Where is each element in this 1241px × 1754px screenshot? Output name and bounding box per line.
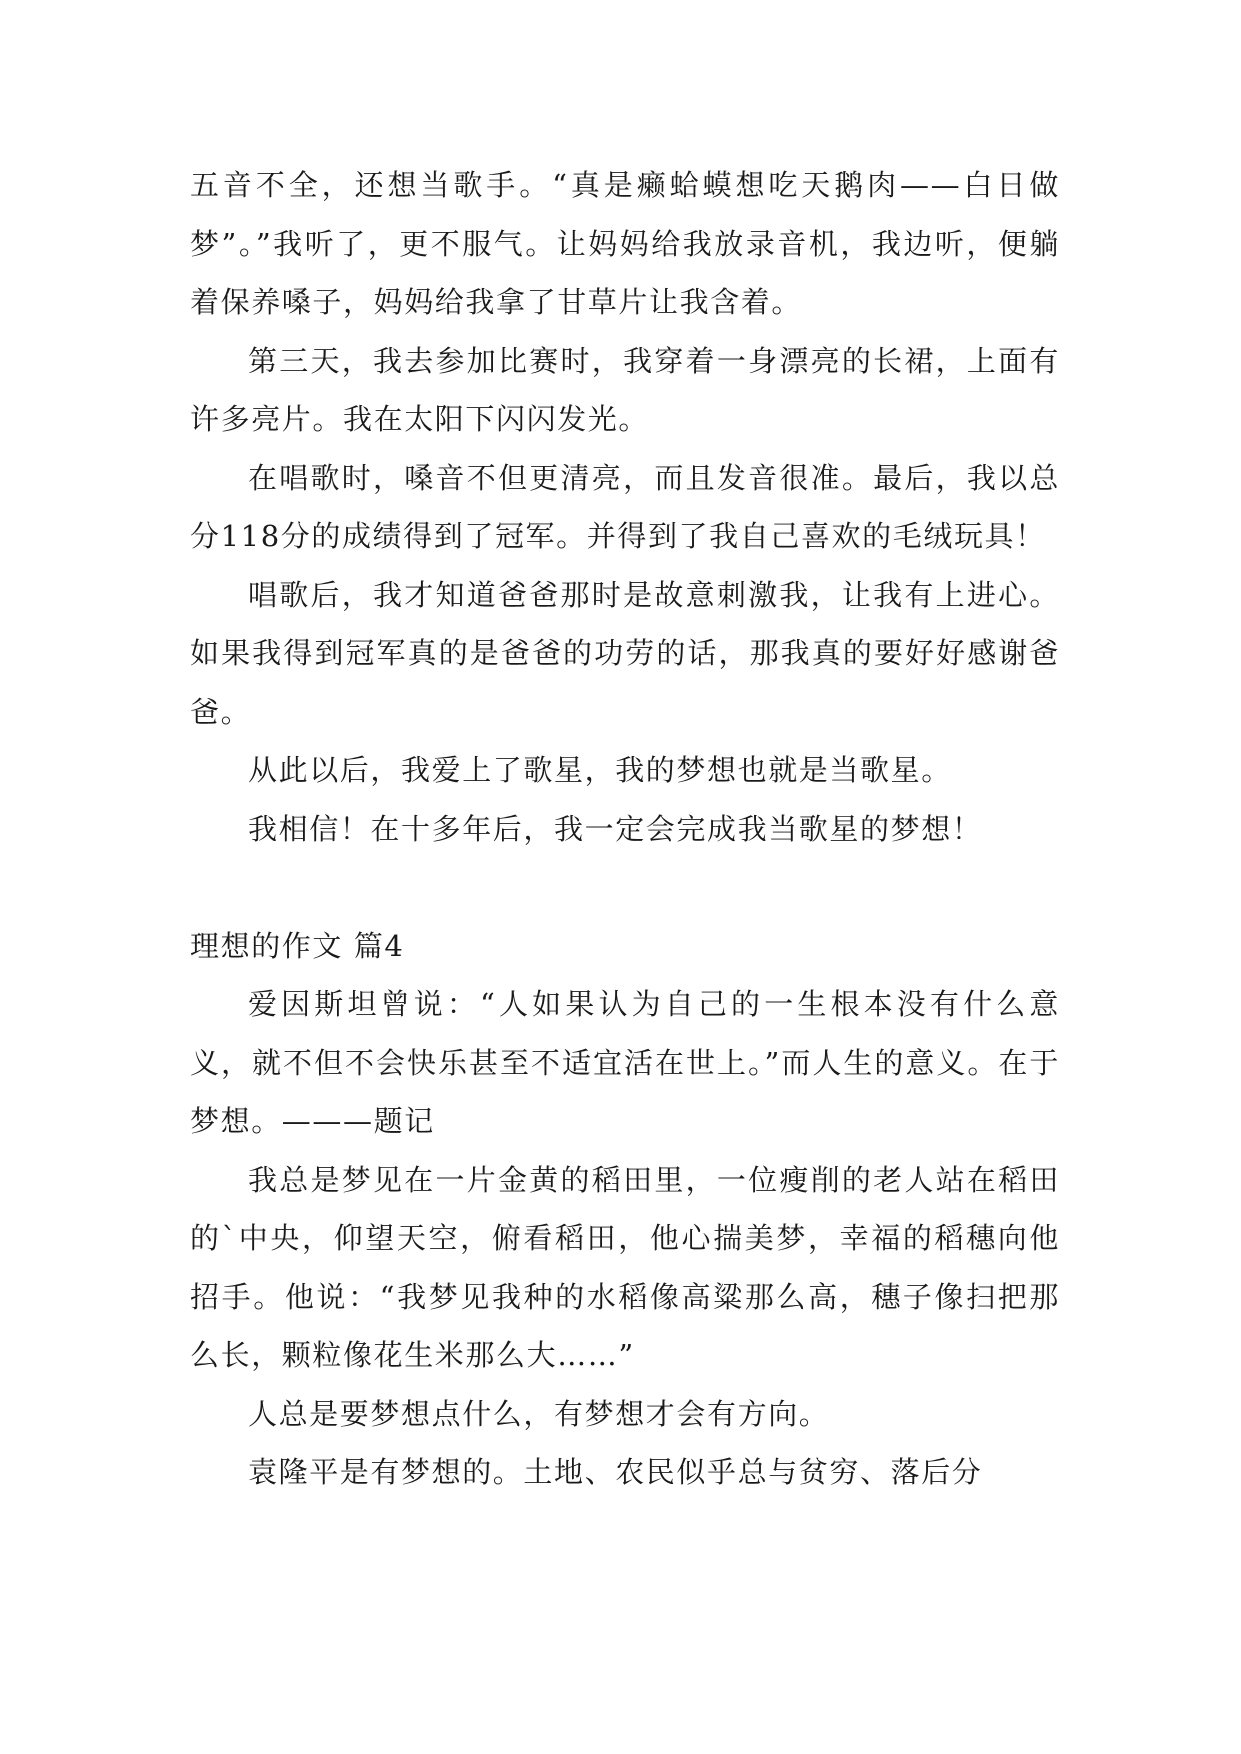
paragraph: 五音不全，还想当歌手。“真是癞蛤蟆想吃天鹅肉——白日做梦”。”我听了，更不服气。让妈妈给我放录音机，我边听，便躺着保养嗓子，妈妈给我拿了甘草片让我含着。 [190,168,1060,319]
document-body [190,156,1060,1502]
section-heading: 理想的作文 篇4 [190,928,405,963]
paragraph: 第三天，我去参加比赛时，我穿着一身漂亮的长裙，上面有许多亮片。我在太阳下闪闪发光。 [190,343,1060,436]
paragraph: 袁隆平是有梦想的。土地、农民似乎总与贫穷、落后分 [248,1455,983,1489]
paragraph: 我相信！在十多年后，我一定会完成我当歌星的梦想！ [248,811,983,846]
paragraph: 爱因斯坦曾说：“人如果认为自己的一生根本没有什么意义，就不但不会快乐甚至不适宜活在世上。”而人生的意义。在于梦想。———题记 [190,987,1060,1138]
paragraph: 唱歌后，我才知道爸爸那时是故意刺激我，让我有上进心。如果我得到冠军真的是爸爸的功劳的话，那我真的要好好感谢爸爸。 [190,577,1060,729]
paragraph: 在唱歌时，嗓音不但更清亮，而且发音很准。最后，我以总分118分的成绩得到了冠军。并得到了我自己喜欢的毛绒玩具！ [190,460,1060,553]
paragraph: 我总是梦见在一片金黄的稻田里，一位瘦削的老人站在稻田的`中央，仰望天空，俯看稻田，他心揣美梦，幸福的稻穗向他招手。他说：“我梦见我种的水稻像高粱那么高，穗子像扫把那么长，颗粒像花生米那么大……” [190,1162,1060,1372]
paragraph: 人总是要梦想点什么，有梦想才会有方向。 [248,1396,830,1431]
paragraph: 从此以后，我爱上了歌星，我的梦想也就是当歌星。 [248,753,952,787]
